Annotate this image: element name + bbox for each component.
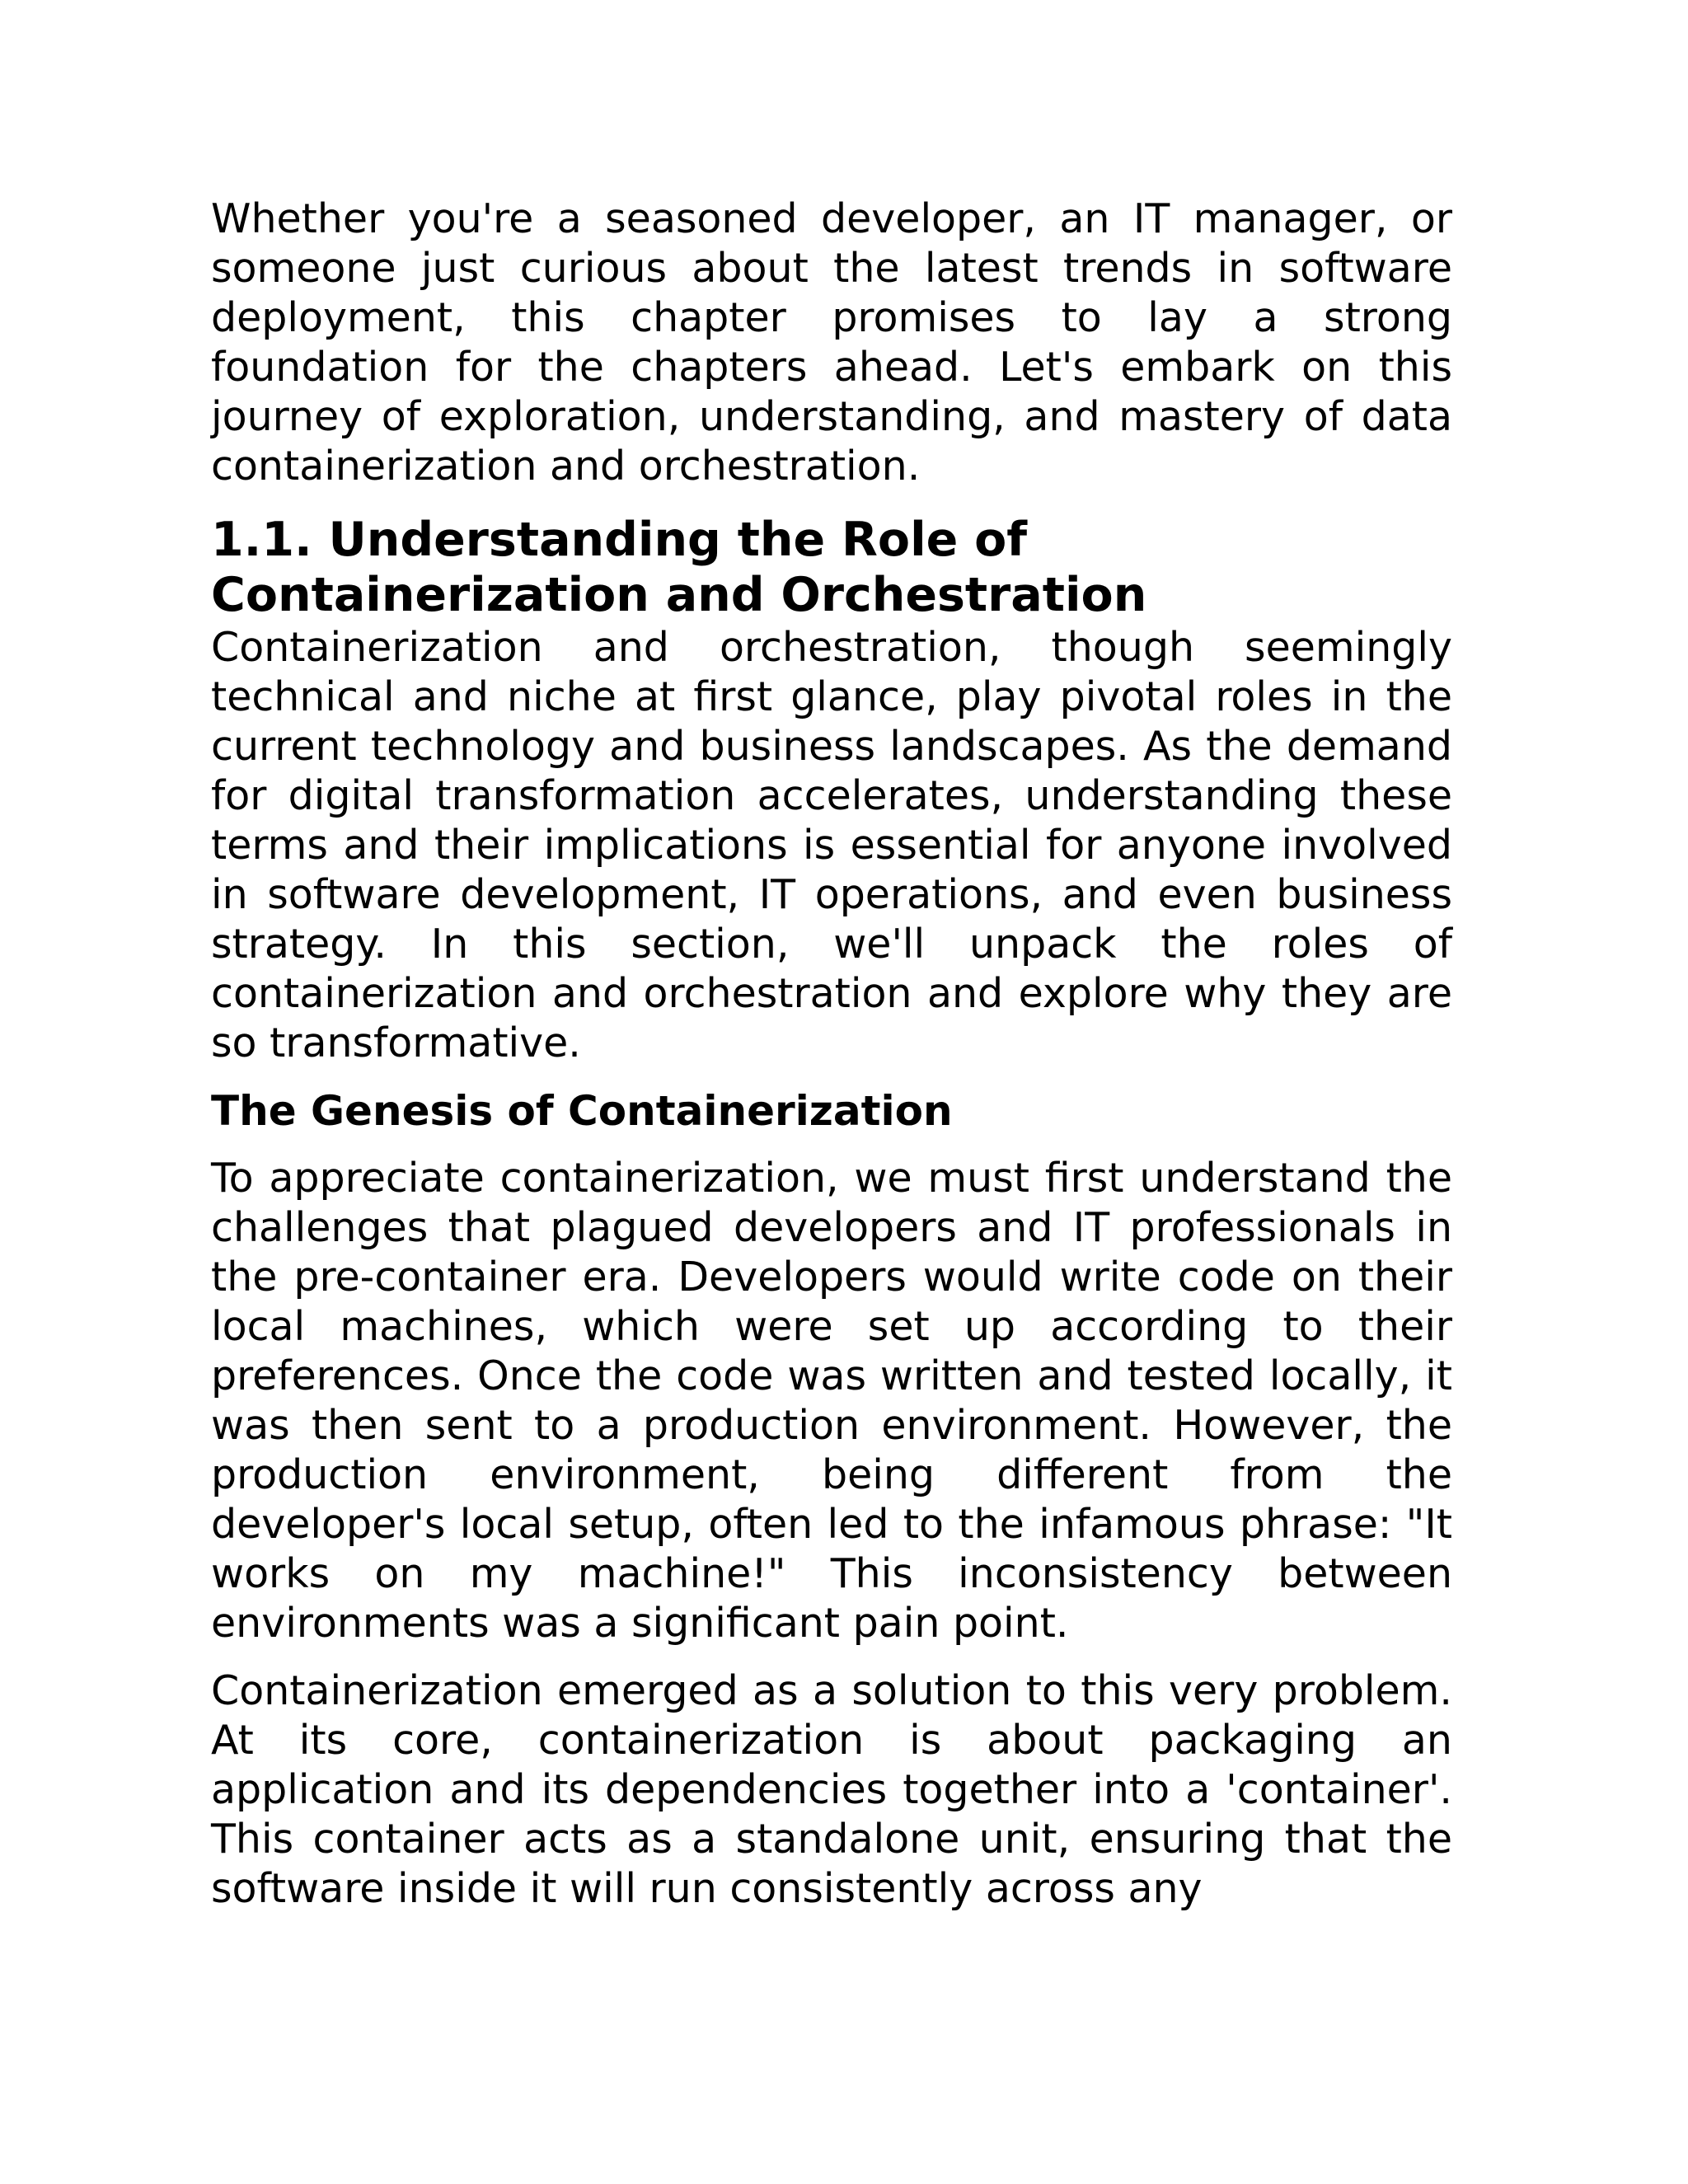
intro-paragraph: Whether you're a seasoned developer, an IT manager, or someone just curious about the latest trends in software deployment, this chapter promises to lay a strong foundation for the chapters ahead. Let's embark on this journey of exploration, understanding, and mastery of data containerization and orchestration. <box>211 195 1452 490</box>
subsection-heading: The Genesis of Containerization <box>211 1087 953 1135</box>
section-paragraph: Containerization and orchestration, though seemingly technical and niche at first glance, play pivotal roles in the current technology and business landscapes. As the demand for digital transformation accelerates, understanding these terms and their implications is essential for anyone involved in software development, IT operations, and even business strategy. In this section, we'll unpack the roles of containerization and orchestration and explore why they are so transformative. <box>211 624 1452 1066</box>
genesis-paragraph-1: To appreciate containerization, we must first understand the challenges that plagued developers and IT professionals in the pre-container era. Developers would write code on their local machines, which were set up according to their preferences. Once the code was written and tested locally, it was then sent to a production environment. However, the production environment, being different from the developer's local setup, often led to the infamous phrase: "It works on my machine!" This inconsistency between environments was a significant pain point. <box>211 1155 1452 1647</box>
genesis-paragraph-2: Containerization emerged as a solution to this very problem. At its core, containerization is about packaging an application and its dependencies together into a 'container'. This container acts as a standalone unit, ensuring that the software inside it will run consistently across any <box>211 1667 1452 1912</box>
page-content <box>211 194 1452 1914</box>
section-heading: 1.1. Understanding the Role of Containerization and Orchestration <box>211 513 1147 622</box>
